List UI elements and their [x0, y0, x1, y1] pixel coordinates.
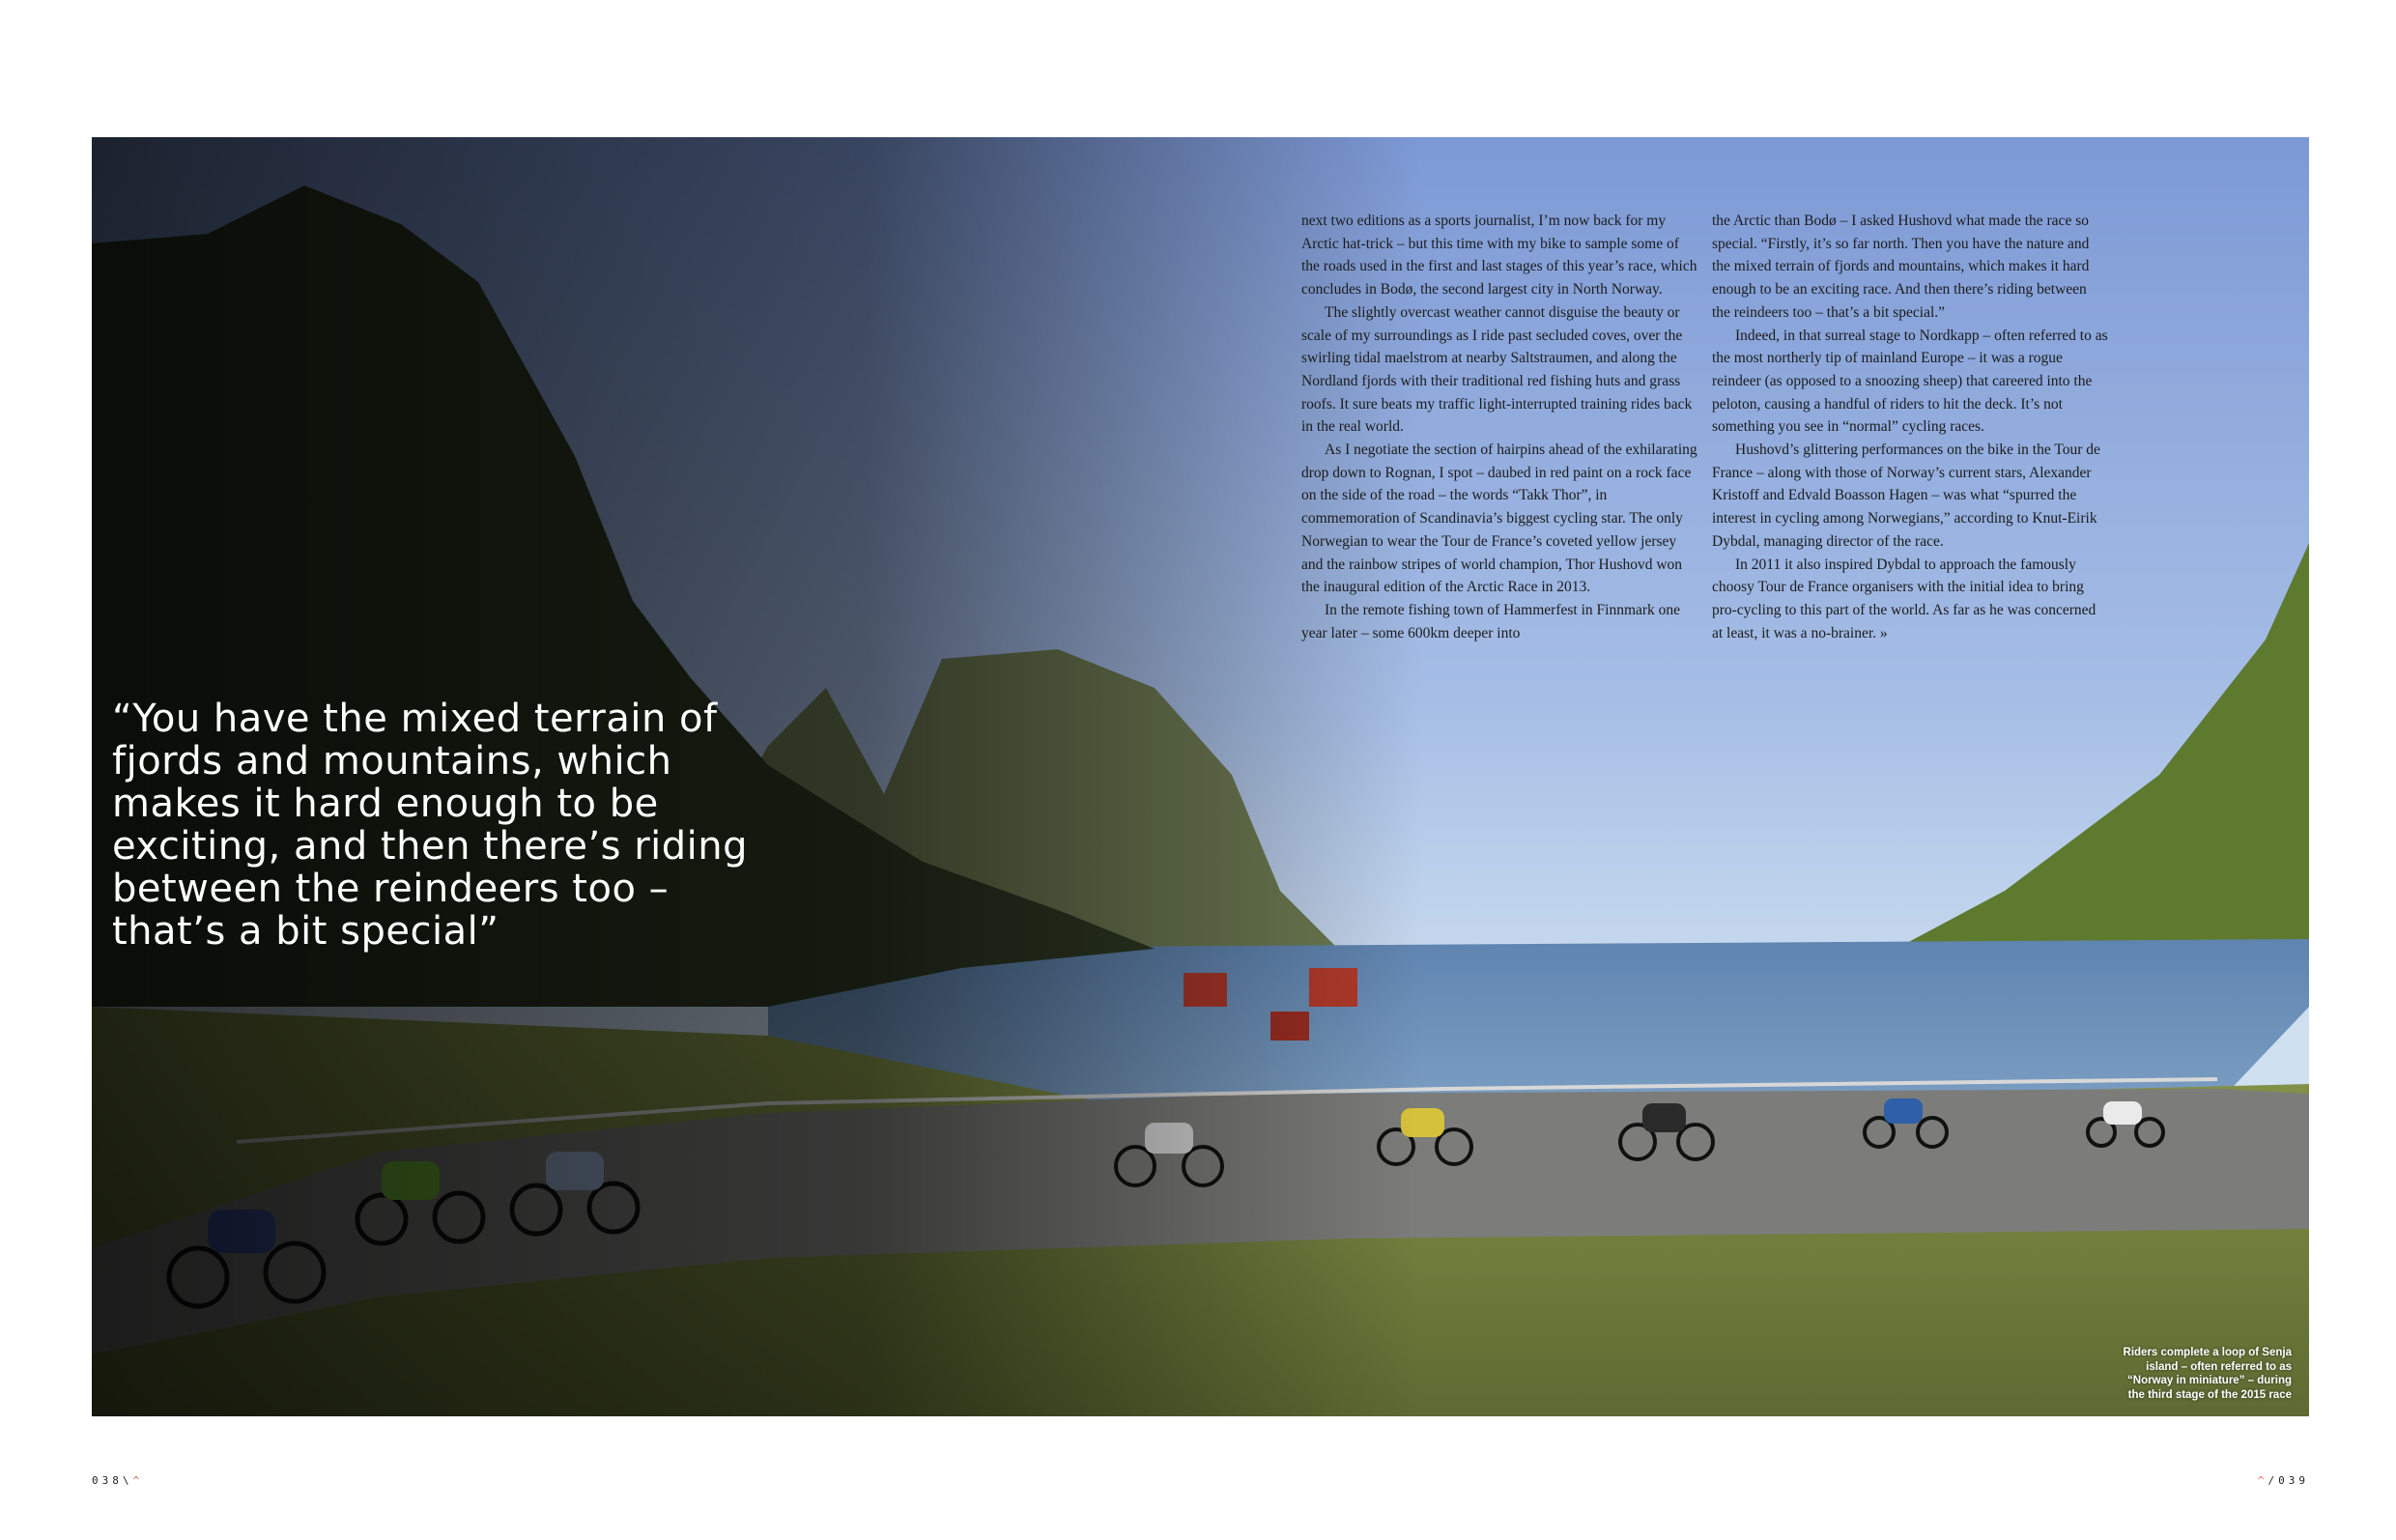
paragraph: In 2011 it also inspired Dybdal to approach the famously choosy Tour de France organisers with the initial idea to bring pro-cycling to this part of the world. As far as he was concerned at least, it was a no-brainer. »	[1712, 556, 2096, 642]
article-column-1	[1301, 210, 1697, 644]
pull-quote: “You have the mixed terrain of fjords and mountains, which makes it hard enough to be exciting, and then there’s riding between the reindeers too – that’s a bit special”	[112, 697, 749, 954]
folio-mark: ^	[2257, 1474, 2268, 1487]
folio-mark: ^	[132, 1474, 144, 1487]
page-number-left	[92, 1474, 143, 1487]
paragraph: the Arctic than Bodø – I asked Hushovd what made the race so special. “Firstly, it’s so far north. Then you have the nature and the mixed terrain of fjords and mountains, which makes it hard enough to be an exciting race. And then there’s riding between the reindeers too – that’s a bit special.”	[1712, 213, 2090, 321]
paragraph: The slightly overcast weather cannot disguise the beauty or scale of my surroundings as I ride past secluded coves, over the swirling tidal maelstrom at nearby Saltstraumen, and along the Nordland fjords with their traditional red fishing huts and grass roofs. It sure beats my traffic light-interrupted training rides back in the real world.	[1301, 303, 1693, 436]
hero-photo	[92, 137, 2309, 1416]
paragraph: Hushovd’s glittering performances on the bike in the Tour de France – along with those of Norway’s current stars, Alexander Kristoff and Edvald Boasson Hagen – was what “spurred the interest in cycling among Norwegians,” according to Knut-Eirik Dybdal, managing director of the race.	[1712, 442, 2100, 550]
paragraph: Indeed, in that surreal stage to Nordkapp – often referred to as the most northerly tip of mainland Europe – it was a rogue reindeer (as opposed to a snoozing sheep) that careered into the peloton, causing a handful of riders to hit the deck. It’s not something you see in “normal” cycling races.	[1712, 327, 2108, 436]
page-number-text: 038\	[92, 1474, 133, 1487]
paragraph: In the remote fishing town of Hammerfest in Finnmark one year later – some 600km deeper into	[1301, 601, 1681, 642]
paragraph: As I negotiate the section of hairpins ahead of the exhilarating drop down to Rognan, I spot – daubed in red paint on a rock face on the side of the road – the words “Takk Thor”, in commemoration of Scandinavia’s biggest cycling star. The only Norwegian to wear the Tour de France’s coveted yellow jersey and the rainbow stripes of world champion, Thor Hushovd won the inaugural edition of the Arctic Race in 2013.	[1301, 442, 1697, 596]
paragraph: next two editions as a sports journalist, I’m now back for my Arctic hat-trick – but this time with my bike to sample some of the roads used in the first and last stages of this year’s race, which concludes in Bodø, the second largest city in North Norway.	[1301, 213, 1697, 299]
article-column-2	[1712, 210, 2108, 644]
page-number-text: /039	[2268, 1474, 2309, 1487]
page-number-right	[2258, 1474, 2309, 1487]
photo-caption: Riders complete a loop of Senja island – often referred to as “Norway in miniature” – during the third stage of the 2015 race	[2123, 1347, 2292, 1401]
